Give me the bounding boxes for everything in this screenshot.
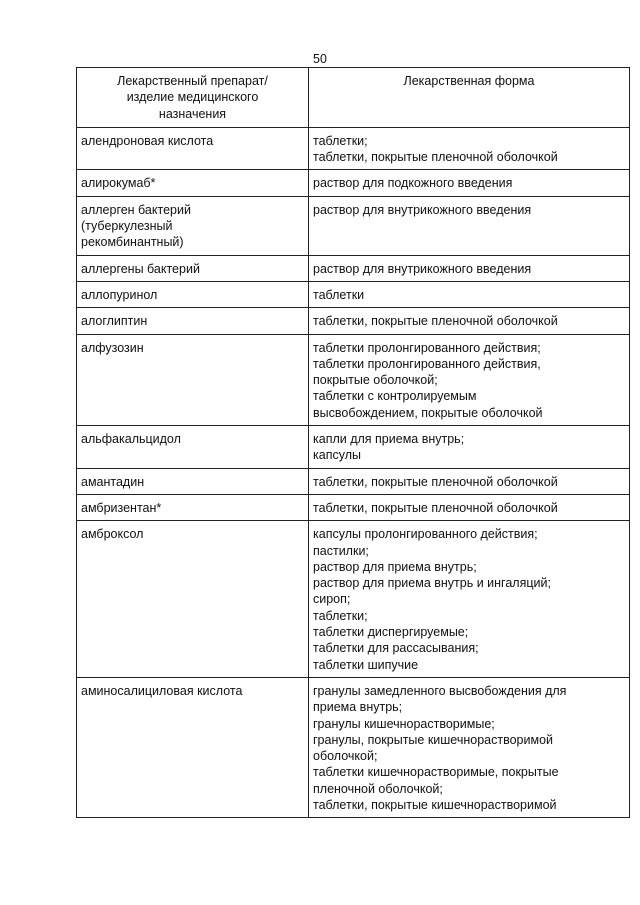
dosage-form: таблетки, покрытые пленочной оболочкой <box>313 314 558 329</box>
header-drug-line: изделие медицинского <box>126 90 259 105</box>
dosage-form: гранулы замедленного высвобождения для <box>313 683 567 698</box>
drug-name: алоглиптин <box>81 314 148 329</box>
drug-name-cell <box>77 127 309 170</box>
table-row <box>77 127 630 170</box>
drug-name: (туберкулезный <box>81 219 173 234</box>
drug-name-cell <box>77 426 309 469</box>
drug-name-cell <box>77 170 309 196</box>
drug-name: рекомбинантный) <box>81 235 184 250</box>
drug-name: амброксол <box>81 527 144 542</box>
table-row <box>77 308 630 334</box>
dosage-form: таблетки, покрытые пленочной оболочкой <box>313 474 558 489</box>
drug-name: амантадин <box>81 474 145 489</box>
table-row <box>77 334 630 425</box>
table-body <box>77 127 630 817</box>
dosage-form: таблетки кишечнорастворимые, покрытые <box>313 765 559 780</box>
dosage-form: оболочкой; <box>313 749 378 764</box>
dosage-form-cell <box>309 426 630 469</box>
drug-name-cell <box>77 468 309 494</box>
dosage-form-cell <box>309 494 630 520</box>
table-row <box>77 196 630 255</box>
drug-name: алфузозин <box>81 340 144 355</box>
dosage-form: таблетки, покрытые пленочной оболочкой <box>313 150 558 165</box>
drug-name-cell <box>77 308 309 334</box>
dosage-form-cell <box>309 308 630 334</box>
dosage-form: капсулы <box>313 448 361 463</box>
dosage-form: покрытые оболочкой; <box>313 373 438 388</box>
dosage-form-cell <box>309 255 630 281</box>
dosage-form: раствор для приема внутрь; <box>313 559 477 574</box>
dosage-form-cell <box>309 281 630 307</box>
drug-name: амбризентан* <box>81 500 162 515</box>
dosage-form-cell <box>309 468 630 494</box>
dosage-form: капли для приема внутрь; <box>313 432 465 447</box>
header-drug-line: Лекарственный препарат/ <box>117 74 268 88</box>
table-row <box>77 426 630 469</box>
dosage-form: приема внутрь; <box>313 700 403 715</box>
dosage-form: таблетки, покрытые пленочной оболочкой <box>313 500 558 515</box>
drug-name-cell <box>77 494 309 520</box>
table-row <box>77 521 630 678</box>
dosage-form-cell <box>309 170 630 196</box>
table-row <box>77 494 630 520</box>
drug-name: аминосалициловая кислота <box>81 683 243 698</box>
dosage-form: таблетки; <box>313 608 368 623</box>
dosage-form: пленочной оболочкой; <box>313 781 443 796</box>
drug-name: алендроновая кислота <box>81 133 214 148</box>
dosage-form: раствор для внутрикожного введения <box>313 202 532 217</box>
dosage-form-cell <box>309 196 630 255</box>
header-form-column <box>309 68 630 128</box>
dosage-form: гранулы кишечнорастворимые; <box>313 716 495 731</box>
drug-name: алирокумаб* <box>81 176 156 191</box>
dosage-form-cell <box>309 677 630 817</box>
dosage-form-cell <box>309 127 630 170</box>
table-row <box>77 468 630 494</box>
dosage-form-cell <box>309 334 630 425</box>
dosage-form: таблетки для рассасывания; <box>313 641 479 656</box>
header-drug-line: назначения <box>158 106 227 121</box>
drug-name-cell <box>77 677 309 817</box>
table-row <box>77 281 630 307</box>
dosage-form: раствор для подкожного введения <box>313 176 513 191</box>
page-number: 50 <box>313 52 327 66</box>
dosage-form-cell <box>309 521 630 678</box>
dosage-form: таблетки с контролируемым <box>313 389 477 404</box>
dosage-form: пастилки; <box>313 543 369 558</box>
dosage-form: гранулы, покрытые кишечнорастворимой <box>313 732 554 747</box>
dosage-form: раствор для приема внутрь и ингаляций; <box>313 576 551 591</box>
dosage-form: таблетки пролонгированного действия; <box>313 340 541 355</box>
dosage-form: высвобождением, покрытые оболочкой <box>313 405 543 420</box>
drug-name: альфакальцидол <box>81 432 181 447</box>
table-row <box>77 677 630 817</box>
drug-table <box>76 67 630 818</box>
drug-name-cell <box>77 281 309 307</box>
dosage-form: таблетки диспергируемые; <box>313 625 469 640</box>
drug-name-cell <box>77 255 309 281</box>
header-form-label: Лекарственная форма <box>403 74 535 88</box>
dosage-form: таблетки пролонгированного действия, <box>313 356 541 371</box>
drug-name-cell <box>77 521 309 678</box>
dosage-form: сироп; <box>313 592 351 607</box>
drug-name: аллопуринол <box>81 287 158 302</box>
header-drug-column <box>77 68 309 128</box>
drug-name: аллергены бактерий <box>81 261 200 276</box>
drug-name-cell <box>77 196 309 255</box>
dosage-form: раствор для внутрикожного введения <box>313 261 532 276</box>
dosage-form: таблетки <box>313 287 365 302</box>
dosage-form: таблетки; <box>313 133 368 148</box>
dosage-form: капсулы пролонгированного действия; <box>313 527 538 542</box>
drug-name: аллерген бактерий <box>81 202 191 217</box>
dosage-form: таблетки, покрытые кишечнорастворимой <box>313 797 557 812</box>
table-row <box>77 170 630 196</box>
table-header-row <box>77 68 630 128</box>
drug-name-cell <box>77 334 309 425</box>
table-row <box>77 255 630 281</box>
dosage-form: таблетки шипучие <box>313 657 419 672</box>
